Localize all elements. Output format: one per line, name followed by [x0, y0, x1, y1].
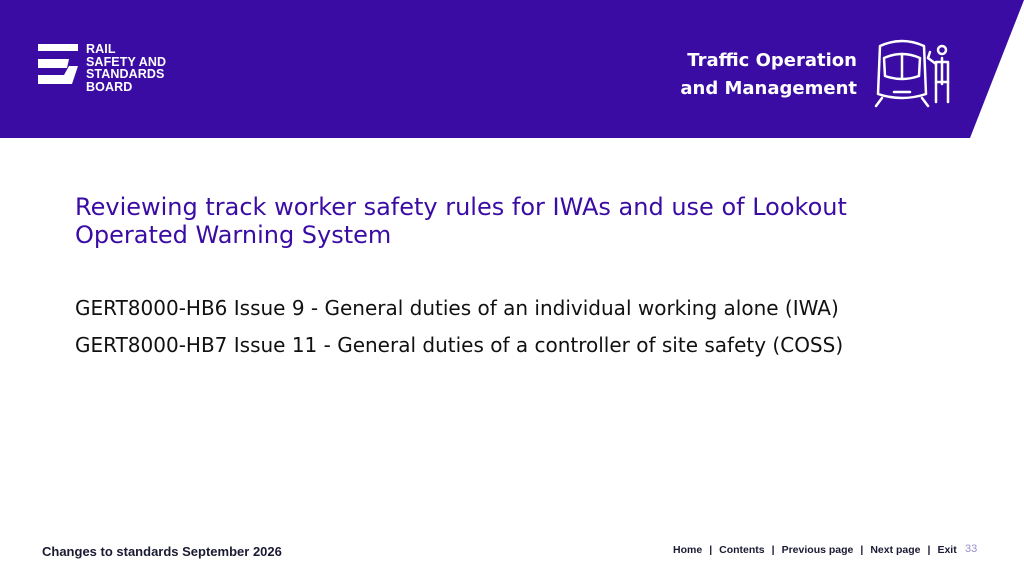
logo-line-2: SAFETY AND [86, 54, 167, 69]
logo-line-4: BOARD [86, 79, 133, 94]
document-item-hb7: GERT8000-HB7 Issue 11 - General duties of a controller of site safety (COSS) [75, 333, 844, 357]
nav-separator: | [860, 544, 864, 556]
document-list [75, 290, 843, 364]
nav-previous-page-link[interactable]: Previous page [781, 544, 854, 556]
logo-line-1: RAIL [86, 42, 116, 56]
rssb-logo-mark [38, 44, 78, 84]
page-title-line-1: Reviewing track worker safety rules for IWAs and use of Lookout [75, 193, 847, 221]
category-title [680, 47, 857, 103]
document-item-hb6: GERT8000-HB6 Issue 9 - General duties of an individual working alone (IWA) [75, 296, 839, 320]
nav-contents-link[interactable]: Contents [719, 544, 765, 556]
category-line-2: and Management [680, 78, 857, 99]
logo-line-3: STANDARDS [86, 67, 165, 81]
rssb-logo [38, 44, 166, 93]
nav-separator: | [771, 544, 775, 556]
footer-publication-label: Changes to standards September 2026 [42, 544, 282, 559]
page-number: 33 [965, 543, 978, 555]
logo-wordmark [86, 43, 166, 93]
nav-next-page-link[interactable]: Next page [870, 544, 921, 556]
category-line-1: Traffic Operation [687, 50, 857, 71]
nav-home-link[interactable]: Home [673, 544, 703, 556]
nav-separator: | [927, 544, 931, 556]
page-title [75, 193, 895, 249]
nav-separator: | [709, 544, 713, 556]
footer-navigation [673, 544, 957, 556]
nav-exit-link[interactable]: Exit [937, 544, 957, 556]
page-title-line-2: Operated Warning System [75, 221, 392, 249]
train-worker-icon [874, 38, 950, 112]
